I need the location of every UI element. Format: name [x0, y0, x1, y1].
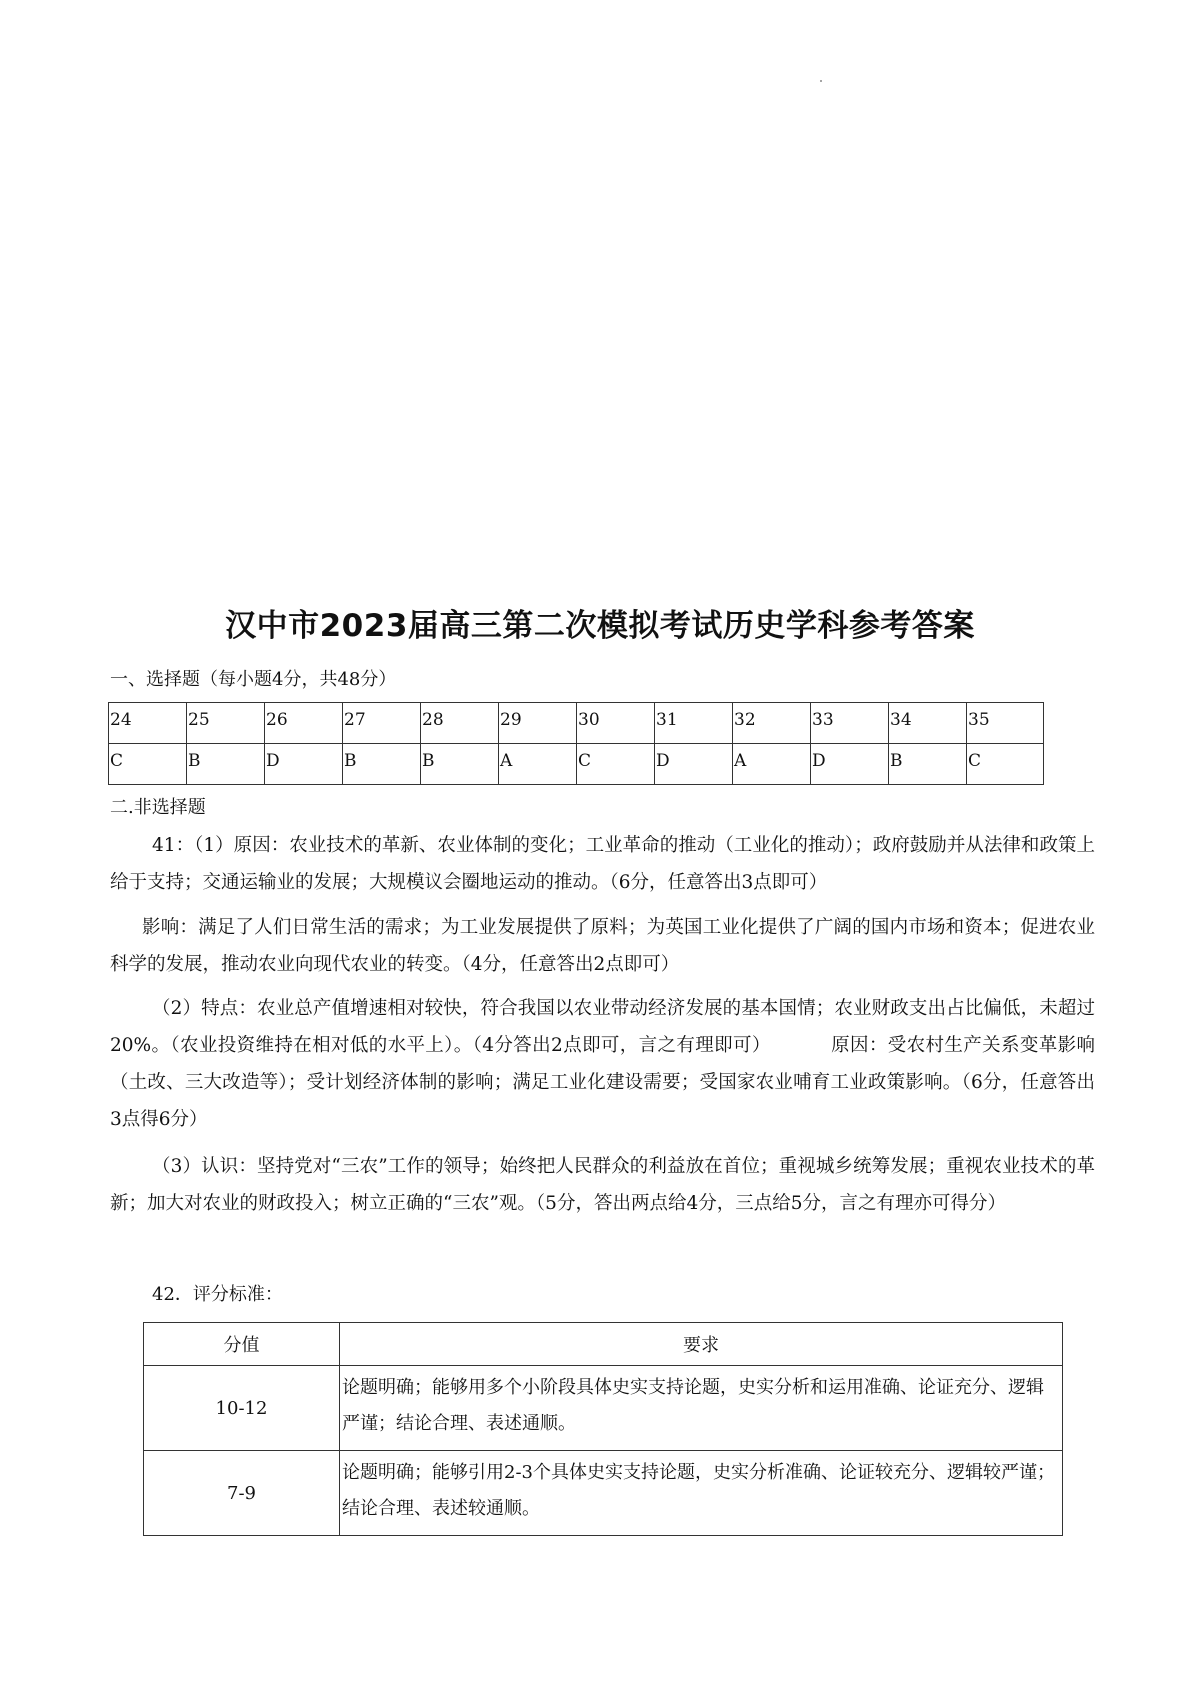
answer-cell: C	[577, 744, 655, 785]
question-number-cell: 30	[577, 703, 655, 744]
section2-heading: 二.非选择题	[110, 797, 206, 818]
q41-part2-features-text: （2）特点：农业总产值增速相对较快，符合我国以农业带动经济发展的基本国情；农业财政支出占比偏低，未超过20%。（农业投资维持在相对低的水平上）。（4分答出2点即可，言之有理即可）	[110, 998, 1095, 1056]
answer-cell: B	[343, 744, 421, 785]
rubric-requirement-cell: 论题明确；能够引用2-3个具体史实支持论题，史实分析准确、论证较充分、逻辑较严谨；结论合理、表述较通顺。	[340, 1451, 1063, 1536]
answer-cell: B	[421, 744, 499, 785]
answer-cell: D	[811, 744, 889, 785]
question-number-cell: 32	[733, 703, 811, 744]
section1-heading: 一、选择题（每小题4分，共48分）	[110, 669, 397, 690]
q41-part2-reasons-text: 原因：受农村生产关系变革影响（土改、三大改造等）；受计划经济体制的影响；满足工业化建设需要；受国家农业哺育工业政策影响。（6分，任意答出3点得6分）	[110, 1035, 1095, 1130]
q41-part1-impact: 影响：满足了人们日常生活的需求；为工业发展提供了原料；为英国工业化提供了广阔的国内市场和资本；促进农业科学的发展，推动农业向现代农业的转变。（4分，任意答出2点即可）	[110, 917, 1095, 975]
rubric-row	[144, 1366, 1063, 1451]
question-number-cell: 24	[109, 703, 187, 744]
answer-cell: C	[109, 744, 187, 785]
question-number-row	[109, 703, 1044, 744]
answer-cell: B	[187, 744, 265, 785]
answer-cell: D	[265, 744, 343, 785]
question-number-cell: 28	[421, 703, 499, 744]
answer-cell: A	[499, 744, 577, 785]
answer-table	[108, 702, 1044, 785]
q42-heading: 42．评分标准：	[152, 1284, 283, 1305]
question-number-cell: 29	[499, 703, 577, 744]
rubric-header-requirement: 要求	[340, 1323, 1063, 1366]
page-title: 汉中市2023届高三第二次模拟考试历史学科参考答案	[225, 608, 975, 644]
question-number-cell: 27	[343, 703, 421, 744]
scan-dot-mark	[820, 80, 822, 82]
answer-row	[109, 744, 1044, 785]
answer-cell: D	[655, 744, 733, 785]
question-number-cell: 26	[265, 703, 343, 744]
question-number-cell: 34	[889, 703, 967, 744]
answer-cell: B	[889, 744, 967, 785]
rubric-header-score: 分值	[144, 1323, 340, 1366]
question-number-cell: 25	[187, 703, 265, 744]
rubric-score-cell: 10-12	[144, 1366, 340, 1451]
rubric-table	[143, 1322, 1063, 1536]
q41-part2-features	[110, 990, 1095, 1138]
q41-part1-reasons: 41：（1）原因：农业技术的革新、农业体制的变化；工业革命的推动（工业化的推动）；政府鼓励并从法律和政策上给于支持；交通运输业的发展；大规模议会圈地运动的推动。（6分，任意答出3点即可）	[110, 835, 1095, 893]
question-number-cell: 35	[967, 703, 1044, 744]
question-number-cell: 31	[655, 703, 733, 744]
question-number-cell: 33	[811, 703, 889, 744]
q41-part3-understanding: （3）认识：坚持党对“三农”工作的领导；始终把人民群众的利益放在首位；重视城乡统筹发展；重视农业技术的革新；加大对农业的财政投入；树立正确的“三农”观。（5分，答出两点给4分，三点给5分，言之有理亦可得分）	[110, 1156, 1095, 1214]
answer-cell: A	[733, 744, 811, 785]
rubric-row	[144, 1451, 1063, 1536]
answer-cell: C	[967, 744, 1044, 785]
rubric-score-cell: 7-9	[144, 1451, 340, 1536]
rubric-header-row	[144, 1323, 1063, 1366]
rubric-requirement-cell: 论题明确；能够用多个小阶段具体史实支持论题，史实分析和运用准确、论证充分、逻辑严谨；结论合理、表述通顺。	[340, 1366, 1063, 1451]
